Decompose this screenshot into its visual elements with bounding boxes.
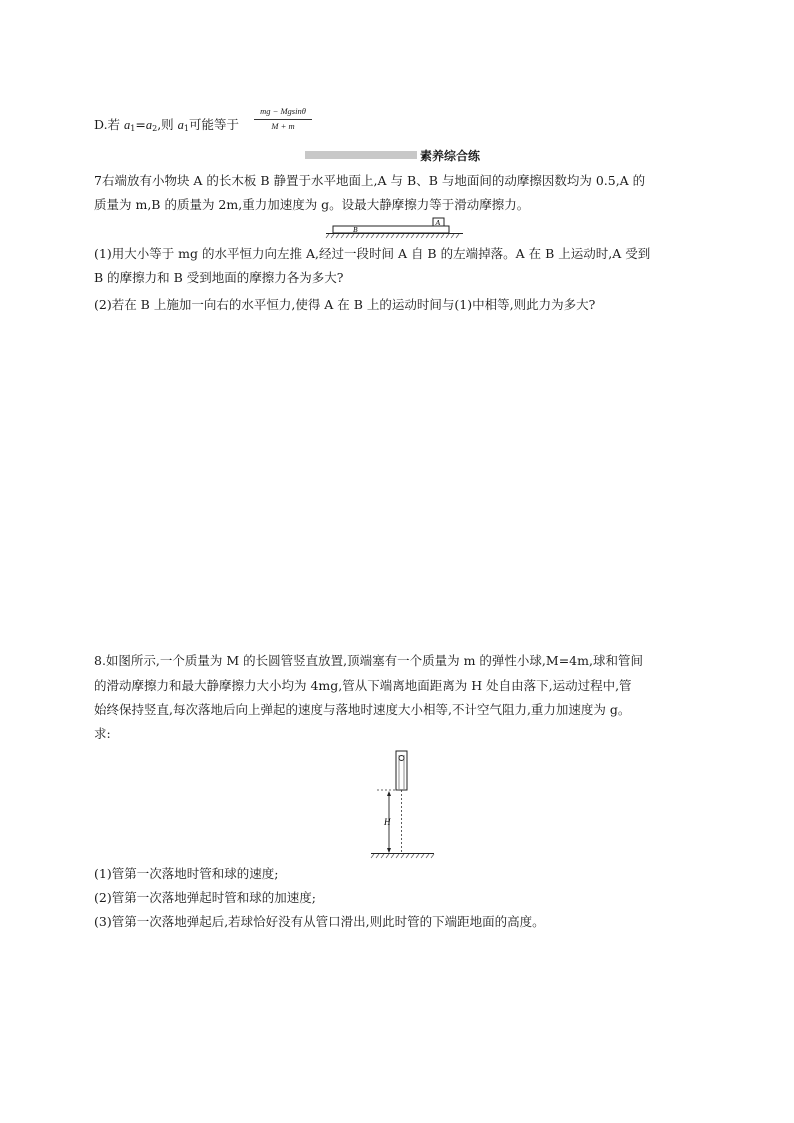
var-a: a (177, 118, 184, 132)
q8-figure (368, 750, 438, 860)
height-label: H (384, 817, 391, 827)
option-d (94, 117, 239, 137)
sub-1: 1 (130, 124, 136, 133)
q7-line-1: 7右端放有小物块 A 的长木板 B 静置于水平地面上,A 与 B、B 与地面间的动摩擦因数均为 0.5,A 的 (94, 173, 646, 188)
var-a: a (124, 118, 131, 132)
q8-line-1: 8.如图所示,一个质量为 M 的长圆管竖直放置,顶端塞有一个质量为 m 的弹性小球,M=4m,球和管间 (94, 653, 643, 668)
board-b-label: B (353, 225, 358, 234)
option-d-mid: ,则 (157, 117, 178, 132)
tube (396, 751, 407, 790)
section-banner-title: 素养综合练 (420, 149, 481, 163)
q7-figure (325, 217, 465, 241)
ball (399, 756, 404, 761)
height-arrow-head-bottom (387, 848, 391, 853)
var-a: a (145, 118, 153, 132)
height-arrow-head-top (387, 791, 391, 796)
q8-line-2: 的滑动摩擦力和最大静摩擦力大小均为 4mg,管从下端离地面距离为 H 处自由落下,运动过程中,管 (94, 678, 632, 693)
equals-sign: = (135, 117, 146, 132)
fraction-bar (254, 119, 312, 120)
q7-part1-line-2: B 的摩擦力和 B 受到地面的摩擦力各为多大? (94, 270, 344, 285)
q8-line-4: 求: (94, 726, 111, 741)
q7-part2: (2)若在 B 上施加一向右的水平恒力,使得 A 在 B 上的运动时间与(1)中相等,则此力为多大? (94, 297, 596, 312)
fraction-denominator: M + m (271, 121, 295, 131)
q8-line-3: 始终保持竖直,每次落地后向上弹起的速度与落地时速度大小相等,不计空气阻力,重力加速度为 g。 (94, 702, 631, 717)
q8-part2: (2)管第一次落地弹起时管和球的加速度; (94, 890, 316, 905)
sub-1: 1 (183, 124, 189, 133)
ground-hatching (326, 234, 459, 238)
sub-2: 2 (152, 124, 158, 133)
q7-line-2: 质量为 m,B 的质量为 2m,重力加速度为 g。设最大静摩擦力等于滑动摩擦力。 (94, 197, 530, 212)
board-b (333, 226, 449, 233)
section-banner-bar (305, 151, 417, 159)
block-a-label: A (435, 218, 441, 227)
ground-hatching (371, 854, 434, 858)
option-d-suffix: 可能等于 (189, 117, 240, 132)
q7-part1-line-1: (1)用大小等于 mg 的水平恒力向左推 A,经过一段时间 A 自 B 的左端掉落。A 在 B 上运动时,A 受到 (94, 246, 651, 261)
fraction-numerator: mg − Mgsinθ (260, 106, 306, 116)
q8-part1: (1)管第一次落地时管和球的速度; (94, 866, 279, 881)
option-d-prefix: D.若 (94, 117, 125, 132)
q8-part3: (3)管第一次落地弹起后,若球恰好没有从管口滑出,则此时管的下端距地面的高度。 (94, 914, 545, 929)
